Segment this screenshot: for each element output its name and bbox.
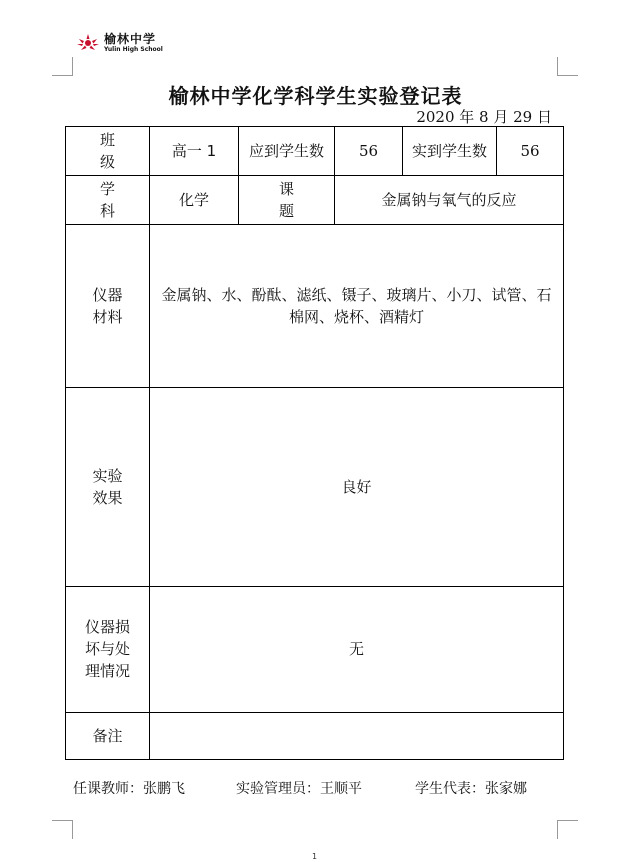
effect-label-line1: 实验	[92, 467, 123, 486]
effect-label	[66, 388, 150, 586]
class-label: 班 级	[66, 127, 150, 176]
crop-mark-bottom-right	[557, 820, 578, 839]
equipment-label-line2: 材料	[92, 308, 123, 327]
subject-label: 学 科	[66, 176, 150, 225]
equipment-label-line1: 仪器	[92, 286, 123, 305]
actual-count-value: 56	[497, 127, 564, 176]
crop-mark-top-right	[557, 57, 578, 76]
remark-label: 备注	[66, 712, 150, 759]
student-representative-signature: 学生代表：张家娜	[415, 781, 527, 797]
page-number: 1	[312, 852, 318, 861]
form-date: 2020 年 8 月 29 日	[416, 108, 552, 126]
class-value: 高一 1	[150, 127, 239, 176]
equipment-value: 金属钠、水、酚酞、滤纸、镊子、玻璃片、小刀、试管、石棉网、烧杯、酒精灯	[150, 225, 564, 388]
table-row-subject	[66, 176, 564, 225]
table-row-equipment	[66, 225, 564, 388]
table-row-class	[66, 127, 564, 176]
registration-form-table	[65, 126, 564, 760]
table-row-effect	[66, 388, 564, 586]
expected-count-value: 56	[335, 127, 403, 176]
damage-label-line3: 理情况	[84, 662, 130, 681]
damage-label	[66, 586, 150, 712]
lab-manager-signature: 实验管理员：王顺平	[236, 781, 362, 797]
actual-count-label: 实到学生数	[403, 127, 497, 176]
topic-value: 金属钠与氧气的反应	[335, 176, 564, 225]
topic-label: 课 题	[239, 176, 335, 225]
expected-count-label: 应到学生数	[239, 127, 335, 176]
teacher-signature: 任课教师：张鹏飞	[73, 781, 185, 797]
crop-mark-bottom-left	[52, 820, 73, 839]
crop-mark-top-left	[52, 57, 73, 76]
equipment-label	[66, 225, 150, 388]
effect-value: 良好	[150, 388, 564, 586]
logo-chinese-name: 榆林中学	[104, 32, 157, 46]
table-row-damage	[66, 586, 564, 712]
damage-value: 无	[150, 586, 564, 712]
remark-value	[150, 712, 564, 759]
damage-label-line1: 仪器损	[84, 618, 130, 637]
effect-label-line2: 效果	[92, 489, 123, 508]
damage-label-line2: 坏与处	[84, 640, 130, 659]
subject-value: 化学	[150, 176, 239, 225]
school-logo	[76, 33, 163, 53]
school-emblem-icon	[76, 33, 100, 53]
table-row-remark	[66, 712, 564, 759]
logo-english-name: Yulin High School	[104, 46, 163, 53]
page-title: 榆林中学化学科学生实验登记表	[168, 84, 463, 108]
